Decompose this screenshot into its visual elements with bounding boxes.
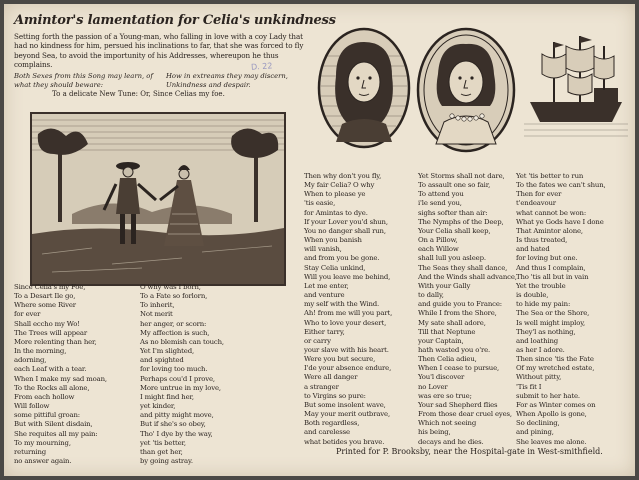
verse-line: and loathing	[516, 336, 559, 345]
verse-line: Till that Neptune	[418, 327, 476, 336]
verse-line: But with Silent disdain,	[14, 420, 93, 429]
verse-line: my self with the Wind.	[304, 300, 380, 309]
verse-column-5	[516, 172, 634, 447]
verse-line: I'de your absence endure,	[304, 364, 392, 373]
verse-line: each Willow	[418, 245, 459, 254]
verse-line: But some insolent wave,	[304, 400, 386, 409]
verse-line: To assault one so fair,	[418, 181, 491, 190]
ballad-intro: Setting forth the passion of a Young-man, who falling in love with a coy Lady that had no kindness for him, persued his inclinations to far, that she was forced to fly beyond Sea, to avoid the importunity of his Addresses, whereupon he thus complains.	[14, 32, 304, 70]
verse-line: or carry	[304, 336, 331, 345]
verse-line: and carelesse	[304, 428, 350, 437]
verse-line: Were all danger	[304, 373, 358, 382]
verse-line: Not merit	[140, 310, 173, 319]
verse-line: Without pitty,	[516, 373, 562, 382]
verse-line: your slave with his heart.	[304, 345, 389, 354]
verse-column-2	[140, 283, 270, 466]
verse-line: Is well might imploy,	[516, 318, 586, 327]
verse-line: But if she's so obey,	[140, 420, 206, 429]
verse-line: Either tarry,	[304, 327, 345, 336]
verse-line: Since Celia's my Foe,	[14, 283, 86, 291]
verse-line: submit to her hate.	[516, 391, 580, 400]
verse-line: That Amintor alone,	[516, 226, 583, 235]
verse-line: Then since 'tis the Fate	[516, 355, 594, 364]
verse-line: and venture	[304, 291, 345, 300]
verse-line: sighs softer than air:	[418, 208, 488, 217]
verse-line: and pining,	[516, 428, 554, 437]
verse-line: and hated	[516, 245, 550, 254]
verse-line: And thus I complain,	[516, 263, 586, 272]
verse-line: decays and he dies.	[418, 437, 484, 446]
verse-line: for Amintas to dye.	[304, 208, 368, 217]
verse-line: More relenting than her,	[14, 337, 97, 346]
verse-line: adorning,	[14, 356, 47, 365]
verse-line: What ye Gods have I done	[516, 217, 604, 226]
verse-line: no Lover	[418, 382, 448, 391]
verse-line: The Trees will appear	[14, 328, 88, 337]
tune-line: To a delicate New Tune: Or, Since Celias my foe.	[52, 90, 225, 98]
verse-line: Let me enter,	[304, 281, 349, 290]
verse-line: In the morning,	[14, 347, 67, 356]
verse-line: To a Desart Ile go,	[14, 292, 76, 301]
verse-line: what betides you brave.	[304, 437, 385, 446]
verse-line: Your Celia shall keep,	[418, 226, 491, 235]
verse-line: You'l discover	[418, 373, 465, 382]
verse-line: each Leaf with a tear.	[14, 365, 87, 374]
verse-line: hath wasted you o're.	[418, 345, 491, 354]
verse-line: to Virgins so pure:	[304, 391, 366, 400]
verse-line: On a Pillow,	[418, 236, 458, 245]
verse-line: As no blemish can touch,	[140, 337, 224, 346]
verse-line: And the Winds shall advance,	[418, 272, 517, 281]
verse-line: and from you be gone.	[304, 254, 380, 263]
verse-line: Tho' I dye by the way,	[140, 429, 213, 438]
verse-line: To my mourning,	[14, 438, 71, 447]
verse-line: The Seas they shall dance,	[418, 263, 508, 272]
verse-line: You no danger shall run,	[304, 226, 386, 235]
verse-line: is double,	[516, 291, 549, 300]
verse-line: for loving too much.	[140, 365, 208, 374]
verse-line: May your merit outbrave,	[304, 410, 391, 419]
verse-line: Is thus treated,	[516, 236, 568, 245]
verse-line: Yet Storms shall not dare,	[418, 172, 505, 180]
verse-column-3	[304, 172, 434, 447]
verse-line: They'l as nothing,	[516, 327, 576, 336]
verse-line: returning	[14, 447, 47, 456]
verse-line: To a Fate so forlorn,	[140, 292, 208, 301]
verse-line: for ever	[14, 310, 41, 319]
verse-line: and guide you to France:	[418, 300, 502, 309]
verse-line: and spighted	[140, 356, 184, 365]
verse-line: by going astray.	[140, 456, 193, 465]
verse-line: If your Lover you'd shun,	[304, 217, 388, 226]
verse-line: Your sad Shepherd flies	[418, 400, 498, 409]
verse-line: She requites all my pain:	[14, 429, 98, 438]
verse-line: My sate shall adore,	[418, 318, 486, 327]
verse-line: Which not seeing	[418, 419, 477, 428]
verse-line: O why was I born,	[140, 283, 201, 291]
verse-line: her anger, or scorn:	[140, 319, 207, 328]
verse-line: to dally,	[418, 291, 444, 300]
broadside-sheet	[4, 4, 635, 476]
verse-line: When to please ye	[304, 190, 366, 199]
verse-line: t'endeavour	[516, 199, 556, 208]
verse-line: When you banish	[304, 236, 362, 245]
woodcut-two-figures	[30, 112, 286, 286]
verse-line: Yet the trouble	[516, 281, 566, 290]
woodcut-illustration	[32, 114, 284, 284]
manuscript-shelfmark: D. 22	[250, 61, 273, 72]
verse-line: When I make my sad moan,	[14, 374, 107, 383]
verse-line: My affection is such,	[140, 328, 210, 337]
verse-line: She leaves me alone.	[516, 437, 587, 446]
verse-line: Stay Celia unkind,	[304, 263, 366, 272]
ship-woodcut	[524, 32, 628, 144]
verse-line: From those dear cruel eyes,	[418, 410, 512, 419]
verse-line: With your Gally	[418, 281, 471, 290]
verse-line: 'tis easie,	[304, 199, 336, 208]
ballad-title: Amintor's lamentation for Celia's unkindness	[14, 13, 336, 28]
verse-line: Who to love your desert,	[304, 318, 387, 327]
moral-couplet-right: How in extreams they may discern, Unkindness and despair.	[166, 72, 288, 89]
verse-line: More untrue in my love,	[140, 383, 221, 392]
verse-line: your Captain,	[418, 336, 464, 345]
verse-line: i'le send you,	[418, 199, 462, 208]
verse-line: as her I adore.	[516, 345, 565, 354]
verse-line: While I from the Shore,	[418, 309, 497, 318]
printer-imprint: Printed for P. Brooksby, near the Hospital-gate in West-smithfield.	[336, 447, 603, 456]
verse-line: Shall eccho my Wo!	[14, 319, 80, 328]
verse-line: Then for ever	[516, 190, 562, 199]
verse-line: Will you leave me behind,	[304, 272, 391, 281]
verse-line: to hide my pain:	[516, 300, 571, 309]
verse-line: Then Celia adieu,	[418, 355, 477, 364]
verse-line: Ah! from me will you part,	[304, 309, 393, 318]
verse-line: When I cease to pursue,	[418, 364, 500, 373]
verse-line: When Apollo is gone,	[516, 410, 587, 419]
verse-line: Perhaps cou'd I prove,	[140, 374, 215, 383]
verse-line: Then why don't you fly,	[304, 172, 382, 180]
verse-line: yet 'tis better,	[140, 438, 186, 447]
portrait-man-oval	[316, 26, 412, 154]
verse-line: 'Tis fit I	[516, 382, 542, 391]
verse-line: Were you but secure,	[304, 355, 376, 364]
verse-line: My fair Celia? O why	[304, 181, 375, 190]
verse-line: The Nymphs of the Deep,	[418, 217, 504, 226]
moral-couplet-left: Both Sexes from this Song may learn, of what they should beware:	[14, 72, 153, 89]
verse-line: Of my wretched estate,	[516, 364, 595, 373]
verse-line: was ere so true;	[418, 391, 472, 400]
verse-line: for loving but one.	[516, 254, 578, 263]
verse-line: Yet 'tis better to run	[516, 172, 584, 180]
verse-line: Yet I'm slighted,	[140, 347, 195, 356]
verse-line: shall lull you asleep.	[418, 254, 486, 263]
verse-line: Both regardless,	[304, 419, 360, 428]
verse-line: what cannot be won:	[516, 208, 586, 217]
verse-line: To the Rocks all alone,	[14, 383, 90, 392]
verse-line: To attend you	[418, 190, 464, 199]
verse-column-1	[14, 283, 134, 466]
portrait-woman-oval	[414, 26, 518, 158]
verse-line: will vanish,	[304, 245, 342, 254]
verse-line: no answer again.	[14, 456, 72, 465]
verse-line: To the fates we can't shun,	[516, 181, 606, 190]
verse-line: yet kinder,	[140, 402, 176, 411]
verse-line: Will follow	[14, 402, 50, 411]
verse-line: Where some River	[14, 301, 76, 310]
verse-line: From each hollow	[14, 392, 75, 401]
verse-line: than get her,	[140, 447, 183, 456]
verse-line: some pittiful groan:	[14, 411, 80, 420]
verse-line: Tho 'tis all but in vain	[516, 272, 589, 281]
verse-line: The Sea or the Shore,	[516, 309, 590, 318]
verse-line: For as Winter comes on	[516, 400, 596, 409]
verse-line: So declining,	[516, 419, 560, 428]
verse-line: a stranger	[304, 382, 339, 391]
verse-line: To inherit,	[140, 301, 175, 310]
verse-line: and pitty might move,	[140, 411, 214, 420]
verse-line: his being,	[418, 428, 451, 437]
verse-line: I might find her,	[140, 392, 194, 401]
